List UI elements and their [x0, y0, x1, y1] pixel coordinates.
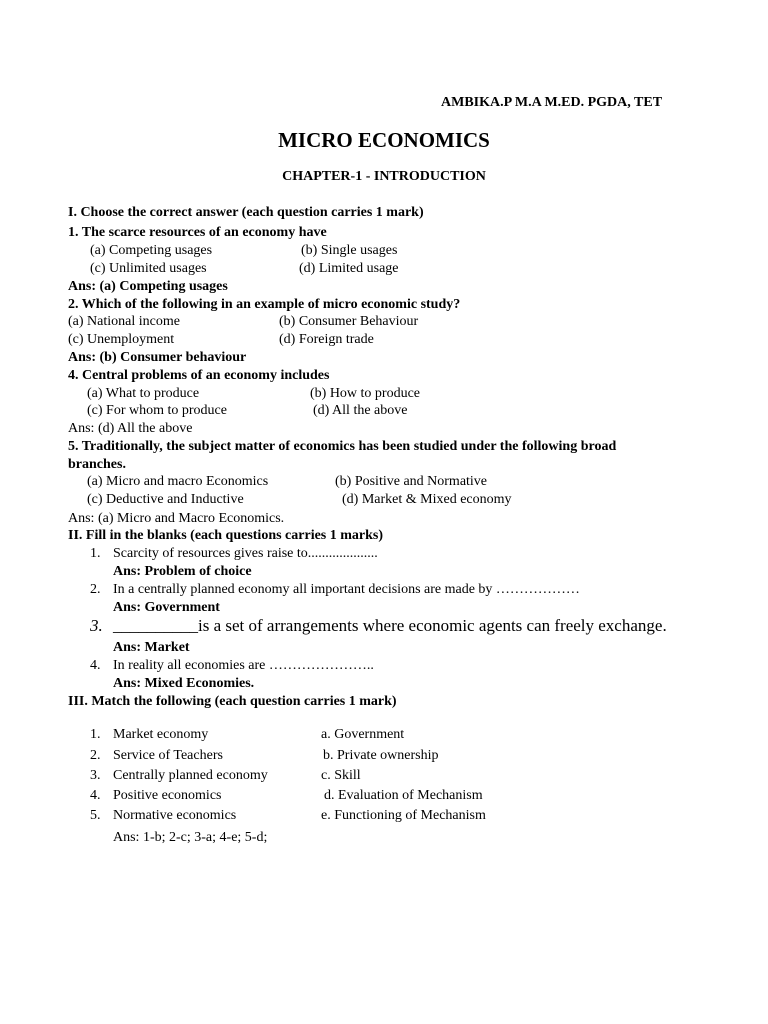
q5-question-line2: branches.: [68, 457, 126, 472]
match-left: Service of Teachers: [113, 748, 223, 763]
q1-option-a: (a) Competing usages: [90, 243, 213, 258]
fill-item-text: In a centrally planned economy all important decisions are made by ………………: [113, 582, 580, 597]
match-number: 5.: [90, 808, 101, 823]
q4-option-a: (a) What to produce: [87, 386, 200, 401]
q2-option-a: (a) National income: [68, 314, 180, 329]
q1-option-d: (d) Limited usage: [299, 261, 399, 276]
q2-question: 2. Which of the following in an example of micro economic study?: [68, 297, 461, 312]
match-left: Market economy: [113, 727, 209, 742]
fill-item-text: is a set of arrangements where economic agents can freely exchange.: [198, 616, 667, 635]
q5-option-b: (b) Positive and Normative: [335, 474, 488, 489]
fill-item-number: 3.: [90, 616, 103, 635]
fill-item-text: Scarcity of resources gives raise to....................: [113, 546, 378, 561]
fill-item-number: 1.: [90, 546, 101, 561]
fill-item-answer: Ans: Government: [113, 600, 220, 615]
fill-item-number: 2.: [90, 582, 101, 597]
q4-option-c: (c) For whom to produce: [87, 403, 227, 418]
q2-option-d: (d) Foreign trade: [279, 332, 374, 347]
fill-item-number: 4.: [90, 658, 101, 673]
q4-answer: Ans: (d) All the above: [68, 421, 193, 436]
q2-answer: Ans: (b) Consumer behaviour: [68, 350, 247, 365]
q1-answer: Ans: (a) Competing usages: [68, 279, 228, 294]
q1-option-c: (c) Unlimited usages: [90, 261, 207, 276]
match-right: c. Skill: [321, 768, 361, 783]
fill-item-text-row: [113, 616, 667, 636]
fill-item-answer: Ans: Market: [113, 640, 190, 655]
q5-question-line1: 5. Traditionally, the subject matter of economics has been studied under the following broad: [68, 439, 617, 454]
match-right: b. Private ownership: [323, 748, 439, 763]
match-number: 1.: [90, 727, 101, 742]
q4-option-d: (d) All the above: [313, 403, 408, 418]
match-answer: Ans: 1-b; 2-c; 3-a; 4-e; 5-d;: [113, 830, 268, 845]
fill-item-text: In reality all economies are …………………..: [113, 658, 374, 673]
chapter-title: CHAPTER-1 - INTRODUCTION: [282, 169, 486, 184]
fill-blank: __________: [113, 616, 198, 635]
q2-option-b: (b) Consumer Behaviour: [279, 314, 419, 329]
match-number: 4.: [90, 788, 101, 803]
q5-answer: Ans: (a) Micro and Macro Economics.: [68, 511, 285, 526]
match-number: 2.: [90, 748, 101, 763]
match-right: a. Government: [321, 727, 405, 742]
section3-heading: III. Match the following (each question carries 1 mark): [68, 694, 397, 709]
section1-heading: I. Choose the correct answer (each question carries 1 mark): [68, 205, 424, 220]
match-left: Centrally planned economy: [113, 768, 268, 783]
q1-option-b: (b) Single usages: [301, 243, 398, 258]
match-right: d. Evaluation of Mechanism: [324, 788, 483, 803]
q2-option-c: (c) Unemployment: [68, 332, 175, 347]
match-right: e. Functioning of Mechanism: [321, 808, 486, 823]
fill-item-answer: Ans: Problem of choice: [113, 564, 252, 579]
q4-question: 4. Central problems of an economy includes: [68, 368, 330, 383]
q1-question: 1. The scarce resources of an economy have: [68, 225, 327, 240]
q4-option-b: (b) How to produce: [310, 386, 421, 401]
q5-option-d: (d) Market & Mixed economy: [342, 492, 512, 507]
match-number: 3.: [90, 768, 101, 783]
match-left: Positive economics: [113, 788, 222, 803]
q5-option-a: (a) Micro and macro Economics: [87, 474, 269, 489]
page-title: MICRO ECONOMICS: [278, 128, 490, 152]
section2-heading: II. Fill in the blanks (each questions carries 1 marks): [68, 528, 384, 543]
fill-item-answer: Ans: Mixed Economies.: [113, 676, 255, 691]
author-line: AMBIKA.P M.A M.ED. PGDA, TET: [441, 95, 663, 110]
match-left: Normative economics: [113, 808, 237, 823]
q5-option-c: (c) Deductive and Inductive: [87, 492, 244, 507]
